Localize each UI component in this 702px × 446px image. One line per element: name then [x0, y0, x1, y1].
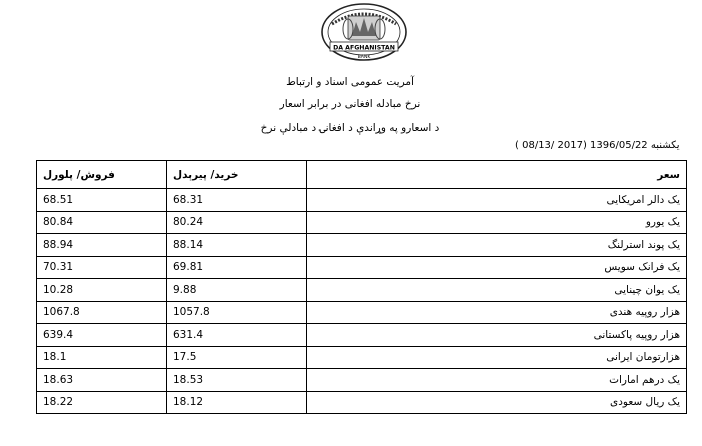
sell-cell: 70.31: [37, 256, 167, 279]
sell-cell: 10.28: [37, 279, 167, 302]
header-buy: خرید/ پیرېدل: [167, 161, 307, 189]
table-row: [37, 234, 687, 257]
buy-cell: 631.4: [167, 324, 307, 347]
sell-cell: 18.1: [37, 346, 167, 369]
buy-cell: 69.81: [167, 256, 307, 279]
currency-cell: یک ریال سعودی: [307, 391, 687, 414]
buy-cell: 88.14: [167, 234, 307, 257]
buy-cell: 17.5: [167, 346, 307, 369]
logo-caption: DA AFGHANISTAN: [333, 44, 395, 52]
currency-cell: یک یورو: [307, 211, 687, 234]
buy-cell: 68.31: [167, 189, 307, 212]
heading-exchange-rate-pashto: د اسعارو په وړاندې د افغانۍ د مبادلې نرخ: [260, 122, 440, 134]
sell-cell: 1067.8: [37, 301, 167, 324]
sell-cell: 80.84: [37, 211, 167, 234]
table-row: [37, 256, 687, 279]
sell-cell: 18.63: [37, 369, 167, 392]
header-currency: سعر: [307, 161, 687, 189]
buy-cell: 80.24: [167, 211, 307, 234]
currency-cell: یک درهم امارات: [307, 369, 687, 392]
table-row: [37, 279, 687, 302]
buy-cell: 9.88: [167, 279, 307, 302]
date-line: یکشنبه 1396/05/22 (2017 /08/13 ): [515, 140, 680, 151]
sell-cell: 68.51: [37, 189, 167, 212]
exchange-rate-table: [36, 160, 687, 414]
bank-seal-logo: [318, 2, 410, 66]
table-header-row: [37, 161, 687, 189]
sell-cell: 88.94: [37, 234, 167, 257]
currency-cell: یک یوان چینایی: [307, 279, 687, 302]
currency-cell: هزارتومان ایرانی: [307, 346, 687, 369]
heading-department: آمریت عمومی اسناد و ارتباط: [286, 76, 414, 88]
currency-cell: یک فرانک سویس: [307, 256, 687, 279]
buy-cell: 18.12: [167, 391, 307, 414]
table-row: [37, 189, 687, 212]
table-row: [37, 369, 687, 392]
table-row: [37, 346, 687, 369]
table-row: [37, 391, 687, 414]
buy-cell: 18.53: [167, 369, 307, 392]
logo-caption-2: BANK: [357, 55, 371, 60]
sell-cell: 18.22: [37, 391, 167, 414]
table-row: [37, 211, 687, 234]
currency-cell: یک دالر امریکایی: [307, 189, 687, 212]
header-sell: فروش/ پلورل: [37, 161, 167, 189]
currency-cell: هزار روپیه هندی: [307, 301, 687, 324]
currency-cell: هزار روپیه پاکستانی: [307, 324, 687, 347]
table-row: [37, 324, 687, 347]
sell-cell: 639.4: [37, 324, 167, 347]
currency-cell: یک پوند استرلنگ: [307, 234, 687, 257]
buy-cell: 1057.8: [167, 301, 307, 324]
table-row: [37, 301, 687, 324]
heading-exchange-rate-dari: نرخ مبادله افغانی در برابر اسعار: [279, 98, 421, 110]
